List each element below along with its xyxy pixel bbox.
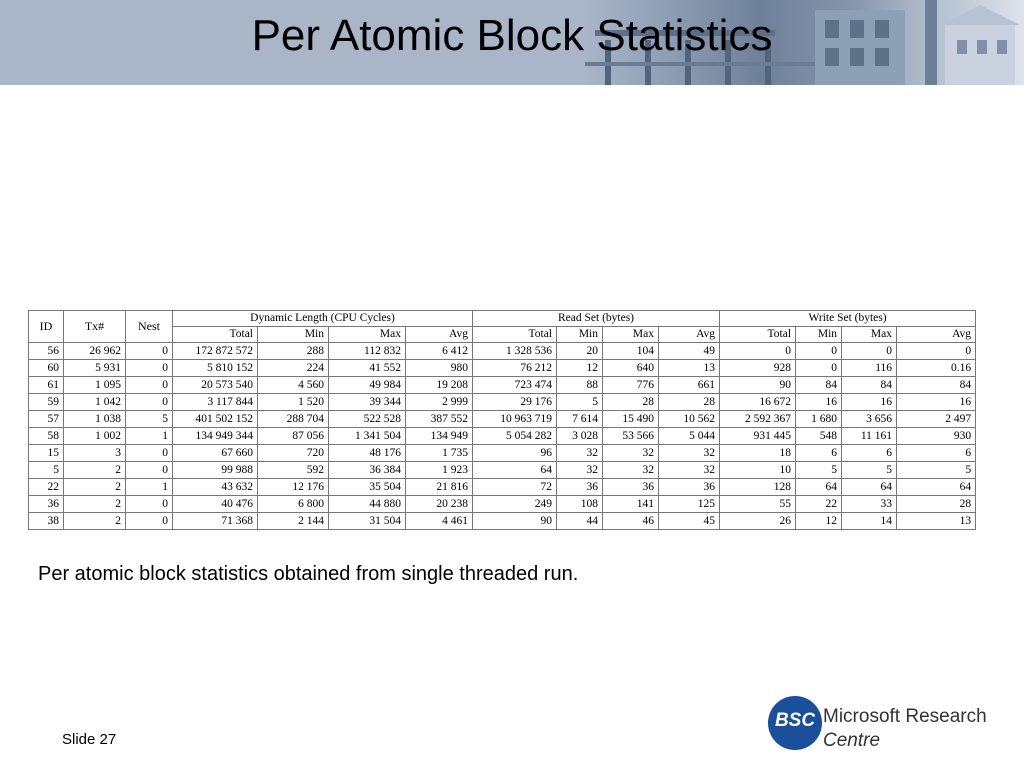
table-row: [29, 428, 976, 445]
table-cell: 36 384: [329, 462, 406, 479]
table-cell: 38: [29, 513, 64, 530]
table-cell: 2 497: [897, 411, 976, 428]
table-cell: 84: [842, 377, 897, 394]
table-cell: 11 161: [842, 428, 897, 445]
table-cell: 84: [897, 377, 976, 394]
table-cell: 29 176: [473, 394, 557, 411]
table-cell: 1 735: [406, 445, 473, 462]
table-cell: 90: [473, 513, 557, 530]
table-cell: 6 412: [406, 343, 473, 360]
table-cell: 64: [897, 479, 976, 496]
title-bar: [0, 0, 1024, 85]
table-cell: 3 656: [842, 411, 897, 428]
table-cell: 980: [406, 360, 473, 377]
table-cell: 61: [29, 377, 64, 394]
table-cell: 5 931: [64, 360, 126, 377]
table-cell: 31 504: [329, 513, 406, 530]
table-cell: 6 800: [258, 496, 329, 513]
table-cell: 36: [603, 479, 659, 496]
table-cell: 26: [720, 513, 796, 530]
table-cell: 2 144: [258, 513, 329, 530]
table-cell: 125: [659, 496, 720, 513]
table-cell: 0: [897, 343, 976, 360]
table-cell: 35 504: [329, 479, 406, 496]
table-cell: 71 368: [173, 513, 258, 530]
table-cell: 172 872 572: [173, 343, 258, 360]
table-cell: 15: [29, 445, 64, 462]
table-cell: 49 984: [329, 377, 406, 394]
table-cell: 32: [659, 445, 720, 462]
header-id: ID: [29, 311, 64, 343]
table-cell: 1: [126, 479, 173, 496]
table-cell: 0: [796, 360, 842, 377]
table-cell: 55: [720, 496, 796, 513]
table-cell: 6: [842, 445, 897, 462]
table-cell: 116: [842, 360, 897, 377]
table-cell: 0: [126, 445, 173, 462]
table-cell: 723 474: [473, 377, 557, 394]
table-cell: 0: [126, 377, 173, 394]
bsc-microsoft-logo: [768, 692, 998, 758]
table-cell: 134 949 344: [173, 428, 258, 445]
table-cell: 41 552: [329, 360, 406, 377]
slide-number: Slide 27: [62, 731, 117, 748]
header-dyn-total: Total: [173, 327, 258, 343]
header-tx: Tx#: [64, 311, 126, 343]
table-cell: 5: [897, 462, 976, 479]
table-cell: 928: [720, 360, 796, 377]
table-cell: 931 445: [720, 428, 796, 445]
table-cell: 72: [473, 479, 557, 496]
table-cell: 104: [603, 343, 659, 360]
table-cell: 10 562: [659, 411, 720, 428]
table-cell: 16: [796, 394, 842, 411]
table-cell: 20 238: [406, 496, 473, 513]
table-cell: 32: [557, 462, 603, 479]
table-cell: 16: [842, 394, 897, 411]
header-write-min: Min: [796, 327, 842, 343]
header-write-total: Total: [720, 327, 796, 343]
table-cell: 12: [796, 513, 842, 530]
table-cell: 288: [258, 343, 329, 360]
table-cell: 4 560: [258, 377, 329, 394]
table-cell: 6: [796, 445, 842, 462]
table-cell: 548: [796, 428, 842, 445]
table-cell: 46: [603, 513, 659, 530]
table-cell: 0: [126, 513, 173, 530]
table-cell: 36: [659, 479, 720, 496]
table-cell: 2: [64, 479, 126, 496]
table-cell: 28: [897, 496, 976, 513]
table-cell: 49: [659, 343, 720, 360]
table-cell: 2 999: [406, 394, 473, 411]
table-cell: 3: [64, 445, 126, 462]
table-cell: 39 344: [329, 394, 406, 411]
table-cell: 48 176: [329, 445, 406, 462]
table-cell: 5 054 282: [473, 428, 557, 445]
table-cell: 930: [897, 428, 976, 445]
table-cell: 10: [720, 462, 796, 479]
table-cell: 1 680: [796, 411, 842, 428]
table-cell: 5: [796, 462, 842, 479]
table-cell: 32: [659, 462, 720, 479]
table-cell: 44 880: [329, 496, 406, 513]
table-cell: 15 490: [603, 411, 659, 428]
bsc-badge-icon: [768, 696, 822, 750]
header-write-max: Max: [842, 327, 897, 343]
slide-caption: Per atomic block statistics obtained from single threaded run.: [38, 563, 579, 585]
table-cell: 128: [720, 479, 796, 496]
table-cell: 36: [557, 479, 603, 496]
table-cell: 0: [720, 343, 796, 360]
header-nest: Nest: [126, 311, 173, 343]
table-cell: 18: [720, 445, 796, 462]
table-cell: 1 002: [64, 428, 126, 445]
table-cell: 53 566: [603, 428, 659, 445]
table-header-row-groups: [29, 311, 976, 327]
table-cell: 5: [557, 394, 603, 411]
table-cell: 1 341 504: [329, 428, 406, 445]
header-read-min: Min: [557, 327, 603, 343]
table-row: [29, 496, 976, 513]
header-read-avg: Avg: [659, 327, 720, 343]
table-cell: 2 592 367: [720, 411, 796, 428]
table-cell: 2: [64, 462, 126, 479]
table-cell: 58: [29, 428, 64, 445]
table-cell: 22: [29, 479, 64, 496]
table-cell: 387 552: [406, 411, 473, 428]
table-cell: 1: [126, 428, 173, 445]
table-cell: 720: [258, 445, 329, 462]
table-cell: 0.16: [897, 360, 976, 377]
table-row: [29, 377, 976, 394]
header-read-max: Max: [603, 327, 659, 343]
table-cell: 16: [897, 394, 976, 411]
table-cell: 76 212: [473, 360, 557, 377]
table-cell: 5: [842, 462, 897, 479]
table-cell: 5: [126, 411, 173, 428]
table-cell: 1 095: [64, 377, 126, 394]
table-cell: 2: [64, 513, 126, 530]
table-row: [29, 411, 976, 428]
header-dyn-max: Max: [329, 327, 406, 343]
table-cell: 288 704: [258, 411, 329, 428]
table-row: [29, 343, 976, 360]
table-cell: 20 573 540: [173, 377, 258, 394]
table-cell: 5 810 152: [173, 360, 258, 377]
table-cell: 1 042: [64, 394, 126, 411]
table-row: [29, 513, 976, 530]
table-cell: 56: [29, 343, 64, 360]
table-cell: 20: [557, 343, 603, 360]
table-row: [29, 394, 976, 411]
table-cell: 88: [557, 377, 603, 394]
table-cell: 45: [659, 513, 720, 530]
table-body: [29, 343, 976, 530]
table-cell: 141: [603, 496, 659, 513]
header-read-total: Total: [473, 327, 557, 343]
table-cell: 112 832: [329, 343, 406, 360]
table-cell: 592: [258, 462, 329, 479]
table-cell: 22: [796, 496, 842, 513]
table-cell: 87 056: [258, 428, 329, 445]
table-cell: 5 044: [659, 428, 720, 445]
table-cell: 32: [603, 445, 659, 462]
table-cell: 40 476: [173, 496, 258, 513]
table-cell: 44: [557, 513, 603, 530]
header-read-set: Read Set (bytes): [473, 311, 720, 327]
header-dyn-avg: Avg: [406, 327, 473, 343]
table-row: [29, 360, 976, 377]
table-cell: 3 028: [557, 428, 603, 445]
table-cell: 108: [557, 496, 603, 513]
table-cell: 224: [258, 360, 329, 377]
table-row: [29, 445, 976, 462]
header-dyn-min: Min: [258, 327, 329, 343]
table-cell: 64: [842, 479, 897, 496]
table-cell: 90: [720, 377, 796, 394]
table-cell: 32: [603, 462, 659, 479]
table-cell: 10 963 719: [473, 411, 557, 428]
table-cell: 67 660: [173, 445, 258, 462]
table-cell: 12: [557, 360, 603, 377]
table-cell: 33: [842, 496, 897, 513]
table-cell: 13: [897, 513, 976, 530]
table-cell: 1 923: [406, 462, 473, 479]
header-dynamic-length: Dynamic Length (CPU Cycles): [173, 311, 473, 327]
table-cell: 28: [659, 394, 720, 411]
table-cell: 1 328 536: [473, 343, 557, 360]
table-cell: 14: [842, 513, 897, 530]
table-cell: 249: [473, 496, 557, 513]
header-write-avg: Avg: [897, 327, 976, 343]
table-cell: 640: [603, 360, 659, 377]
table-cell: 134 949: [406, 428, 473, 445]
table-cell: 1 038: [64, 411, 126, 428]
table-cell: 36: [29, 496, 64, 513]
table-cell: 0: [126, 360, 173, 377]
logo-line-1: Microsoft Research: [823, 706, 987, 727]
table-cell: 1 520: [258, 394, 329, 411]
logo-badge-text: BSC: [774, 710, 816, 731]
statistics-table: [28, 310, 976, 530]
table-row: [29, 479, 976, 496]
table-cell: 13: [659, 360, 720, 377]
table-cell: 60: [29, 360, 64, 377]
table-cell: 32: [557, 445, 603, 462]
table-cell: 96: [473, 445, 557, 462]
table-cell: 21 816: [406, 479, 473, 496]
table-cell: 5: [29, 462, 64, 479]
table-cell: 84: [796, 377, 842, 394]
table-cell: 57: [29, 411, 64, 428]
table-cell: 0: [126, 343, 173, 360]
table-cell: 0: [842, 343, 897, 360]
table-cell: 64: [473, 462, 557, 479]
logo-line-2: Centre: [823, 730, 881, 751]
table-cell: 661: [659, 377, 720, 394]
table-cell: 99 988: [173, 462, 258, 479]
table-cell: 3 117 844: [173, 394, 258, 411]
header-write-set: Write Set (bytes): [720, 311, 976, 327]
table-cell: 43 632: [173, 479, 258, 496]
table-cell: 0: [126, 394, 173, 411]
table-cell: 0: [126, 462, 173, 479]
table-cell: 12 176: [258, 479, 329, 496]
table-cell: 6: [897, 445, 976, 462]
table-cell: 401 502 152: [173, 411, 258, 428]
table-cell: 522 528: [329, 411, 406, 428]
table-cell: 776: [603, 377, 659, 394]
slide-title: Per Atomic Block Statistics: [251, 11, 773, 60]
table-cell: 28: [603, 394, 659, 411]
table-cell: 0: [126, 496, 173, 513]
table-cell: 59: [29, 394, 64, 411]
table-cell: 26 962: [64, 343, 126, 360]
table-cell: 2: [64, 496, 126, 513]
table-cell: 0: [796, 343, 842, 360]
table-cell: 7 614: [557, 411, 603, 428]
table-cell: 4 461: [406, 513, 473, 530]
table-cell: 64: [796, 479, 842, 496]
table-row: [29, 462, 976, 479]
table-cell: 16 672: [720, 394, 796, 411]
table-cell: 19 208: [406, 377, 473, 394]
